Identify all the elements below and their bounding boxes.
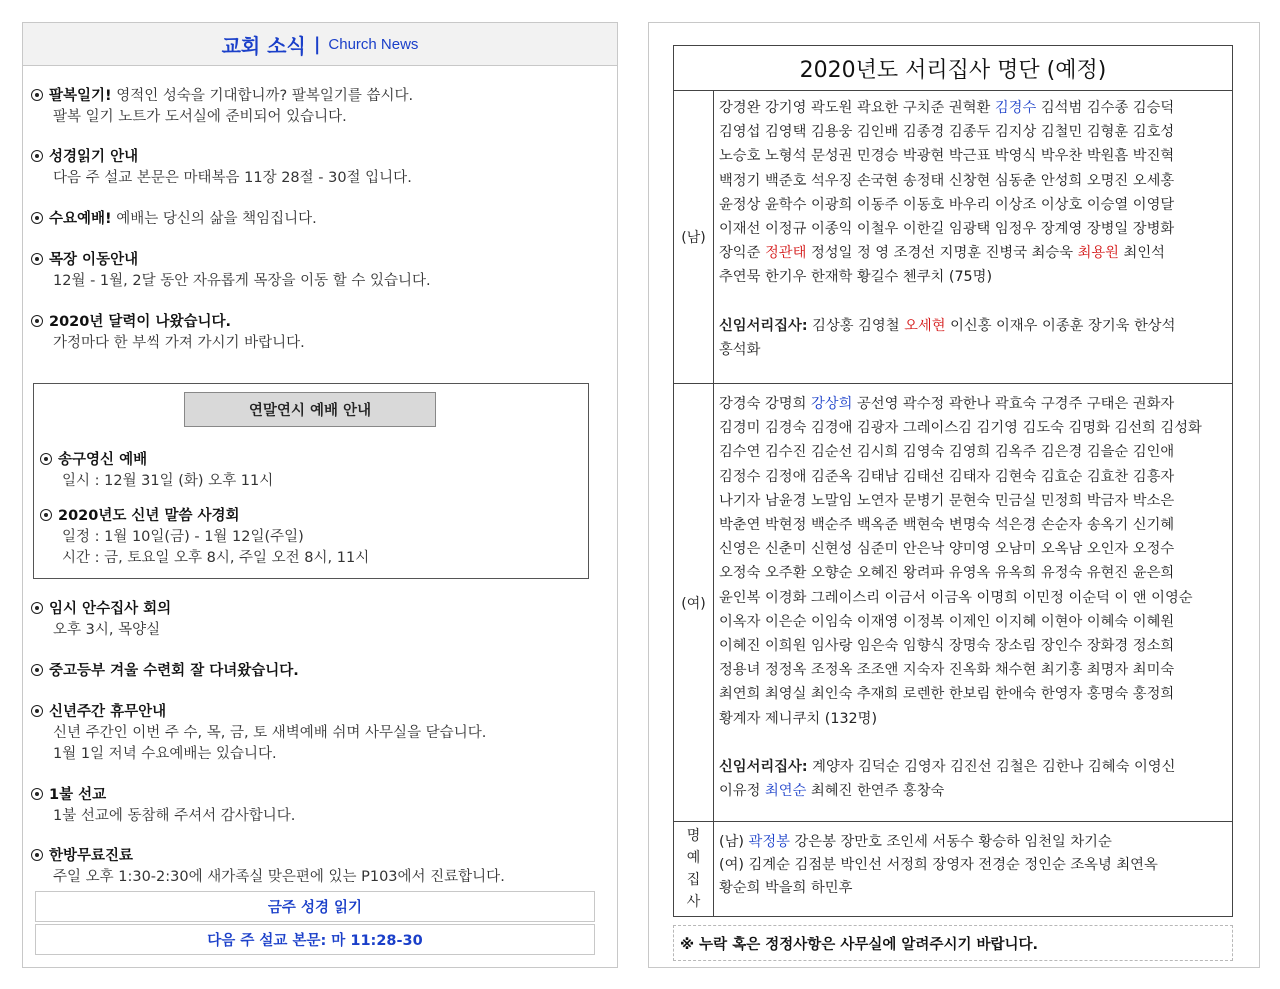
event-bible-conference: [40, 506, 369, 569]
roster-line: 신영은 신춘미 신현성 심준미 안은낙 양미영 오남미 오옥남 오인자 오정수: [719, 541, 1175, 558]
news-item-title: 한방무료진료: [49, 848, 134, 864]
news-item-heading: [31, 661, 299, 682]
female-label: (여): [674, 384, 714, 821]
next-sermon-text: 다음 주 설교 본문: 마 11:28-30: [35, 924, 595, 955]
news-item-heading: [31, 785, 295, 806]
roster-line: 이옥자 이은순 이임숙 이재영 이정복 이제인 이지혜 이현아 이혜숙 이혜원: [719, 613, 1175, 630]
roster-line: 김정수 김정애 김준옥 김태남 김태선 김태자 김현숙 김효순 김효찬 김흥자: [719, 468, 1175, 485]
bullet-icon: [31, 212, 43, 224]
news-item: [31, 250, 431, 292]
bullet-icon: [40, 453, 52, 465]
highlighted-name: 오세현: [904, 317, 946, 334]
new-deacon-label: 신임서리집사:: [719, 317, 808, 334]
male-deacons-list: [719, 96, 1228, 362]
event-detail: 시간 : 금, 토요일 오후 8시, 주일 오전 8시, 11시: [62, 550, 370, 566]
event-title: 2020년도 신년 말씀 사경회: [58, 508, 240, 524]
bullet-icon: [31, 705, 43, 717]
news-item-title: 목장 이동안내: [49, 252, 139, 268]
news-item-title: 수요예배!: [49, 211, 112, 227]
news-item: [31, 702, 486, 765]
roster-line: 이재선 이정규 이종익 이철우 이한길 임광택 임정우 장계영 장병일 장병화: [719, 221, 1175, 238]
honorary-label-char: 집: [686, 872, 701, 888]
event-title: 송구영신 예배: [58, 452, 148, 468]
news-item: [31, 86, 413, 128]
bullet-icon: [40, 509, 52, 521]
honorary-label-char: 사: [686, 894, 701, 910]
news-item-line: 다음 주 설교 본문은 마태복음 11장 28절 - 30절 입니다.: [53, 170, 412, 186]
bullet-icon: [31, 664, 43, 676]
event-new-year-eve: [40, 450, 273, 492]
highlighted-name: 최연순: [764, 783, 807, 800]
news-item-heading: [31, 599, 171, 620]
header-title-en: Church News: [328, 35, 419, 53]
news-item-title: 1불 선교: [49, 787, 107, 803]
news-item-heading: [31, 702, 486, 723]
roster-line: 최연희 최영실 최인숙 추재희 로렌한 한보림 한애숙 한영자 홍명숙 홍정희: [719, 686, 1175, 703]
news-item-title: 중고등부 겨울 수련회 잘 다녀왔습니다.: [49, 663, 299, 679]
bullet-icon: [31, 150, 43, 162]
roster-line: 이혜진 이희원 임사랑 임은숙 임향식 장명숙 장소림 장인수 장화경 정소희: [719, 638, 1175, 655]
roster-title: 2020년도 서리집사 명단 (예정): [674, 46, 1232, 91]
roster-line: 오정숙 오주환 오향순 오혜진 왕려파 유영옥 유옥희 유정숙 유현진 윤은희: [719, 565, 1175, 582]
bible-reading-title: 금주 성경 읽기: [35, 891, 595, 922]
event-detail: 일시 : 12월 31일 (화) 오후 11시: [62, 473, 274, 489]
news-item-line: 주일 오후 1:30-2:30에 새가족실 맞은편에 있는 P103에서 진료합니다.: [53, 869, 505, 885]
header-separator: |: [313, 33, 321, 55]
male-deacons-row: [674, 90, 1232, 384]
roster-line: 신임서리집사: 김상홍 김영철 오세현 이신홍 이재우 이종훈 장기욱 한상석: [719, 317, 1176, 334]
news-item: [31, 599, 171, 641]
roster-line: 황순희 박을희 하민후: [719, 880, 853, 896]
highlighted-name: 곽정봉: [748, 834, 790, 850]
news-item-title: 2020년 달력이 나왔습니다.: [49, 314, 232, 330]
news-item: [31, 312, 305, 354]
roster-line: 신임서리집사: 계양자 김덕순 김영자 김진선 김철은 김한나 김혜숙 이영신: [719, 759, 1176, 776]
news-item-title: 팔복일기!: [49, 88, 112, 104]
roster-line: 황계자 제니쿠치 (132명): [719, 710, 878, 727]
church-news-panel: [22, 22, 618, 968]
highlighted-name: 정관태: [764, 245, 807, 262]
header-title-ko: 교회 소식: [221, 33, 306, 58]
bullet-icon: [31, 602, 43, 614]
year-end-service-button[interactable]: 연말연시 예배 안내: [184, 392, 436, 427]
news-item-heading: [31, 250, 431, 271]
new-deacon-label: 신임서리집사:: [719, 759, 808, 776]
bullet-icon: [31, 253, 43, 265]
roster-line: 나기자 남윤경 노말임 노연자 문병기 문현숙 민금실 민정희 박금자 박소은: [719, 492, 1175, 509]
news-item-inline: 예배는 당신의 삶을 책임집니다.: [111, 211, 317, 227]
news-item-heading: [31, 312, 305, 333]
news-item: [31, 846, 505, 888]
bullet-icon: [31, 315, 43, 327]
female-deacons-list: [719, 392, 1228, 803]
news-item-title: 임시 안수집사 회의: [49, 601, 172, 617]
news-item-line: 가정마다 한 부씩 가져 가시기 바랍니다.: [53, 335, 305, 351]
bullet-icon: [31, 788, 43, 800]
honorary-label: [674, 822, 714, 916]
news-item: [31, 661, 299, 682]
news-item-line: 오후 3시, 목양실: [53, 622, 161, 638]
roster-line: 김영섭 김영택 김용웅 김인배 김종경 김종두 김지상 김철민 김형훈 김호성: [719, 124, 1175, 141]
honorary-label-char: 예: [686, 850, 701, 866]
deacon-roster-table: [673, 45, 1233, 917]
roster-line: [719, 731, 1228, 755]
roster-line: 홍석화: [719, 342, 761, 359]
year-end-service-box: [33, 383, 589, 579]
news-item-line: 신년 주간인 이번 주 수, 목, 금, 토 새벽예배 쉬며 사무실을 닫습니다.: [53, 725, 487, 741]
honorary-deacons-row: [674, 822, 1232, 916]
honorary-deacons-list: [719, 831, 1228, 900]
bullet-icon: [31, 89, 43, 101]
roster-line: 김수연 김수진 김순선 김시희 김영숙 김영희 김옥주 김은경 김을순 김인애: [719, 444, 1175, 461]
roster-line: 김경미 김경숙 김경애 김광자 그레이스김 김기영 김도숙 김명화 김선희 김성화: [719, 420, 1202, 437]
highlighted-name: 강상희: [810, 396, 853, 412]
roster-line: 장익준 정관태 정성일 정 영 조경선 지명훈 진병국 최승욱 최용원 최인석: [719, 245, 1165, 262]
deacon-roster-panel: [648, 22, 1260, 968]
news-item-inline: 영적인 성숙을 기대합니까? 팔복일기를 씁시다.: [111, 88, 414, 104]
roster-line: 박춘연 박현정 백순주 백옥준 백현숙 변명숙 석은경 손순자 송옥기 신기혜: [719, 517, 1175, 534]
news-item-title: 신년주간 휴무안내: [49, 704, 167, 720]
news-item: [31, 147, 412, 189]
event-detail: 일정 : 1월 10일(금) - 1월 12일(주일): [62, 529, 304, 545]
highlighted-name: 김경수: [994, 100, 1037, 116]
roster-line: 이유정 최연순 최혜진 한연주 홍창숙: [719, 783, 945, 800]
roster-line: 강경숙 강명희 강상희 공선영 곽수정 곽한나 곽효숙 구경주 구태은 권화자: [719, 396, 1175, 412]
news-item-heading: [31, 147, 412, 168]
news-item-heading: [31, 86, 413, 107]
news-item-heading: [31, 209, 317, 230]
news-item-line: 1월 1일 저녁 수요예배는 있습니다.: [53, 746, 277, 762]
news-item: [31, 785, 295, 827]
roster-line: [719, 290, 1228, 314]
roster-line: 추연묵 한기우 한재학 황길수 첸쿠치 (75명): [719, 269, 993, 286]
highlighted-name: 최용원: [1077, 245, 1119, 262]
news-item-line: 12월 - 1월, 2달 동안 자유롭게 목장을 이동 할 수 있습니다.: [53, 273, 431, 289]
news-item: [31, 209, 317, 230]
news-item-heading: [31, 846, 505, 867]
female-deacons-row: [674, 384, 1232, 822]
roster-line: 노승호 노형석 문성권 민경승 박광현 박근표 박영식 박우찬 박원흠 박진혁: [719, 148, 1175, 165]
roster-line: (여) 김계순 김점분 박인선 서정희 장영자 전경순 정인순 조옥녕 최연옥: [719, 857, 1158, 873]
roster-line: 윤인복 이경화 그레이스리 이금서 이금옥 이명희 이민정 이순덕 이 앤 이영순: [719, 589, 1193, 606]
roster-line: (남) 곽정봉 강은봉 장만호 조인세 서동수 황승하 임천일 차기순: [719, 834, 1112, 850]
roster-line: 정용녀 정정옥 조정옥 조조앤 지숙자 진옥화 채수현 최기홍 최명자 최미숙: [719, 662, 1175, 679]
roster-line: 백정기 백준호 석우징 손국현 송정태 신창현 심동춘 안성희 오명진 오세홍: [719, 172, 1175, 189]
news-item-line: 팔복 일기 노트가 도서실에 준비되어 있습니다.: [53, 109, 347, 125]
bullet-icon: [31, 849, 43, 861]
roster-line: 강경완 강기영 곽도원 곽요한 구치준 권혁환 김경수 김석범 김수종 김승덕: [719, 100, 1175, 116]
news-item-line: 1불 선교에 동참해 주셔서 감사합니다.: [53, 808, 296, 824]
male-label: (남): [674, 90, 714, 383]
roster-line: 윤정상 윤학수 이광희 이동주 이동호 바우리 이상조 이상호 이승열 이영달: [719, 196, 1175, 213]
church-news-header: [23, 23, 617, 66]
honorary-label-char: 명: [686, 828, 701, 844]
news-item-title: 성경읽기 안내: [49, 149, 139, 165]
footer-note: ※ 누락 혹은 정정사항은 사무실에 알려주시기 바랍니다.: [673, 925, 1233, 961]
